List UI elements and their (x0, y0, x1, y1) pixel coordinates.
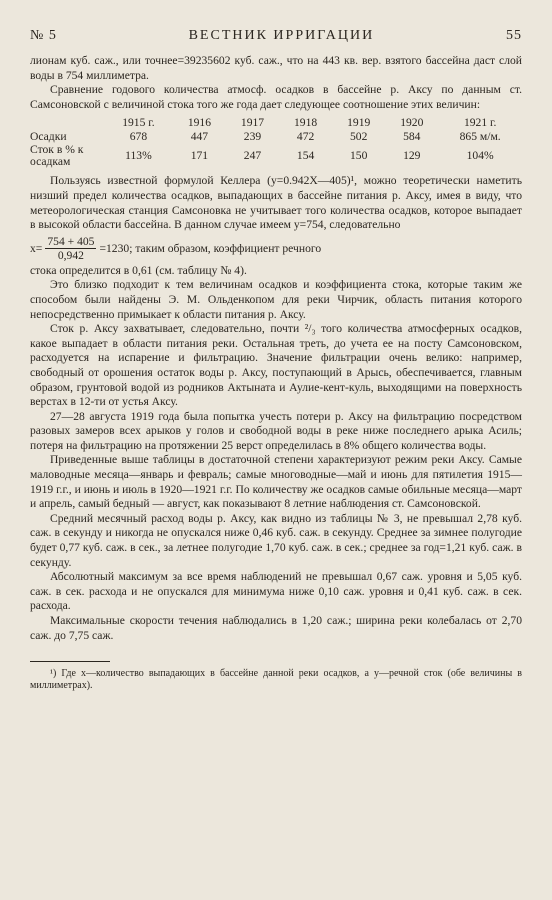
table-cell: 104% (466, 149, 494, 163)
paragraph-6: 27—28 августа 1919 года была попытка учесть потери р. Аксу на фильтрацию посредством разовых замеров всех арыков у голов и свободной воды в реке ниже последнего арыка Асиль; потеря на фильтрацию на протяжении 25 верст определилась в 8% общего количества воды. (30, 409, 522, 452)
table-cell: 129 (403, 149, 421, 163)
paragraph-7: Приведенные выше таблицы в достаточной степени характеризуют режим реки Аксу. Самые маловодные месяца—январь и февраль; самые многоводные—май и июнь для пятилетия 1915—1919 г.г., и июнь и июль в 1920—1921 г.г. По количеству же осадков самые обильные месяца—март и апрель, самый бедный — август, как показывают 8 летние наблюдения ст. Самсоновской. (30, 453, 522, 511)
table-cell: 502 (349, 130, 368, 144)
issue-number: № 5 (30, 28, 57, 43)
table-year: 1916 (187, 116, 211, 130)
precipitation-runoff-table (30, 116, 522, 168)
formula-numerator: 754 + 405 (47, 234, 95, 248)
journal-title: ВЕСТНИК ИРРИГАЦИИ (188, 28, 375, 43)
formula-result: =1230; таким образом, коэффициент речного (99, 241, 322, 255)
table-corner (30, 116, 104, 130)
row-label: Осадки (30, 130, 67, 144)
table-year: 1918 (294, 116, 318, 130)
paragraph-5: Сток р. Аксу захватывает, следовательно, почти ²/₃ того количества атмосферных осадков, какое выпадает в области питания реки. Остальная треть, до учета ее на посту Самсоновском, расходуется на испарение и фильтрацию. Значение фильтрации очень велико: например, свободный от орошения остаток воды р. Аксу, поступающий в Арысь, обеспечивается, главным образом, грунтовой водой из родников Актыната и Аулие-кент-куль, выходящими на поверхность верстах в 12-ти от устья Аксу. (30, 322, 522, 409)
table-header-row (30, 116, 522, 130)
paragraph-10: Максимальные скорости течения наблюдались в 1,20 саж.; ширина реки колебалась от 2,70 саж. до 7,75 саж. (30, 614, 522, 642)
table-cell: 247 (243, 149, 262, 163)
table-cell: 171 (190, 149, 209, 163)
running-header (30, 28, 522, 44)
table-row (30, 130, 522, 144)
paragraph-4: Это близко подходит к тем величинам осадков и коэффициента стока, которые таким же способом были найдены Э. М. Ольденкопом для реки Чирчик, область питания которого непосредственно примыкает к области питания р. Аксу. (30, 278, 522, 321)
formula-fraction (45, 235, 96, 262)
table-cell: 239 (243, 130, 262, 144)
paragraph-3: Пользуясь известной формулой Келлера (y=0.942X—405)¹, можно теоретически наметить низший предел количества осадков, выпадающих в бассейне питания р. Аксу, имея в виду, что метеорологическая станция Самсоновка не учитывает того количества осадков, которое выпадает в высокой области бассейна. В данном случае имеем y=754, следовательно (30, 174, 522, 232)
table-year: 1920 (400, 116, 424, 130)
page-number: 55 (505, 28, 522, 43)
paragraph-9: Абсолютный максимум за все время наблюдений не превышал 0,67 саж. уровня и 5,05 куб. саж. в сек. расхода и не опускался для минимума ниже 0,10 саж. уровня и 0,41 куб. саж. в сек. расхода. (30, 570, 522, 613)
table-cell: 150 (349, 149, 368, 163)
table-cell: 154 (296, 149, 315, 163)
table-year: 1917 (240, 116, 265, 130)
formula-prefix: x= (30, 241, 43, 255)
paragraph-8: Средний месячный расход воды р. Аксу, как видно из таблицы № 3, не превышал 2,78 куб. саж. в секунду и никогда не опускался ниже 0,46 куб. саж. в секунду. Среднее за зимнее полугодие будет 0,77 куб. саж. в сек., за летнее полугодие 1,70 куб. саж. в сек.; среднее за год=1,21 куб. саж. в секунду. (30, 511, 522, 569)
footnote-divider (30, 661, 110, 662)
table-cell: 584 (403, 130, 421, 144)
formula-x (30, 235, 522, 262)
table-cell: 472 (296, 130, 315, 144)
table-year: 1919 (347, 116, 371, 130)
table-year: 1915 г. (122, 116, 155, 130)
footnote: ¹) Где x—количество выпадающих в бассейне данной реки осадков, а y—речной сток (обе величины в миллиметрах). (30, 668, 522, 692)
table-cell: 113% (125, 149, 152, 163)
table-cell: 865 м/м. (459, 130, 501, 144)
formula-denominator: 0,942 (57, 248, 84, 262)
paragraph-1: лионам куб. саж., или точнее=39235602 куб. саж., что на 443 кв. вер. взятого бассейна даст слой воды в 754 миллиметра. (30, 54, 522, 82)
table-row (30, 144, 522, 168)
table-cell: 678 (129, 130, 148, 144)
table-cell: 447 (190, 130, 209, 144)
paragraph-3-cont: стока определится в 0,61 (см. таблицу № 4). (30, 263, 247, 277)
paragraph-2: Сравнение годового количества атмосф. осадков в бассейне р. Аксу по данным ст. Самсоновской с величиной стока того же года дает следующее соотношение этих величин: (30, 83, 522, 111)
table-year: 1921 г. (463, 116, 497, 130)
row-label: Сток в % к осадкам (30, 143, 84, 169)
